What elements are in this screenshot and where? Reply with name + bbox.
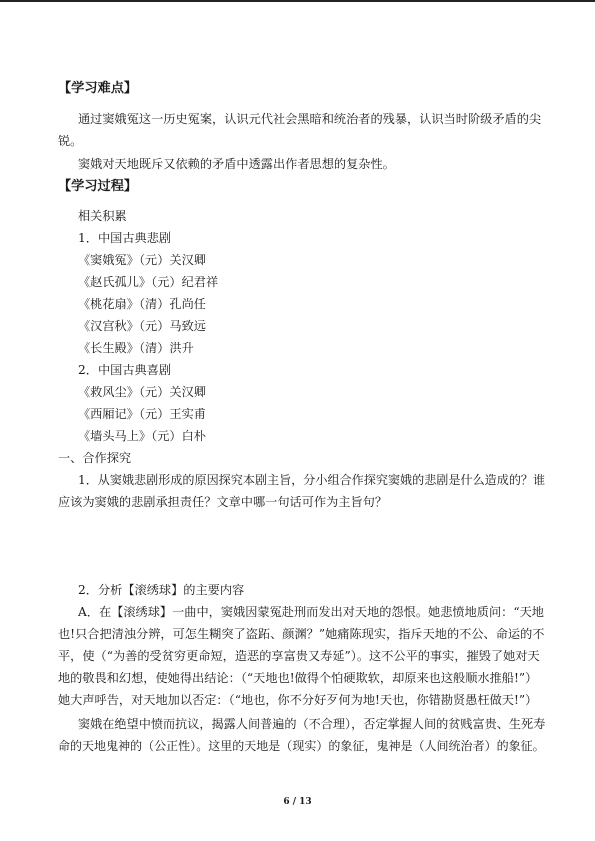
heading-inquiry: 一、合作探究 <box>58 451 132 465</box>
answer-a-line-4: 地的敬畏和幻想，使她得出结论：（“天地也!做得个怕硬欺软，却原来也这般顺水推船!”） <box>58 671 538 685</box>
tragedy-title: 1．中国古典悲剧 <box>78 231 172 245</box>
list-item: 《赵氏孤儿》（元）纪君祥 <box>78 275 219 289</box>
answer-b-line-2: 命的天地鬼神的（公正性）。这里的天地是（现实）的象征，鬼神是（人间统治者）的象征。 <box>58 739 545 753</box>
list-item: 《救风尘》（元）关汉卿 <box>78 385 206 399</box>
difficulty-paragraph-1-line-2: 锐。 <box>58 134 83 148</box>
page-number: 6 / 13 <box>283 797 312 807</box>
accumulation-label: 相关积累 <box>78 209 127 223</box>
question-1-line-1: 1．从窦娥悲剧形成的原因探究本剧主旨，分小组合作探究窦娥的悲剧是什么造成的？谁 <box>78 473 546 487</box>
list-item: 《长生殿》（清）洪升 <box>78 341 194 355</box>
answer-a-line-3: 平，使（“为善的受贫穷更命短，造恶的享富贵又寿延”）。这不公平的事实，摧毁了她对天 <box>58 649 540 663</box>
list-item: 《墙头马上》（元）白朴 <box>78 429 206 443</box>
difficulty-paragraph-2: 窦娥对天地既斥又依赖的矛盾中透露出作者思想的复杂性。 <box>78 157 395 171</box>
list-item: 《桃花扇》（清）孔尚任 <box>78 297 206 311</box>
question-1-line-2: 应该为窦娥的悲剧承担责任？文章中哪一句话可作为主旨句？ <box>58 495 388 509</box>
list-item: 《汉宫秋》（元）马致远 <box>78 319 206 333</box>
comedy-title: 2．中国古典喜剧 <box>78 363 172 377</box>
answer-a-line-2: 也!只合把清浊分辨，可怎生糊突了盗跖、颜渊？”她痛陈现实，指斥天地的不公、命运的不 <box>58 627 545 641</box>
list-item: 《西厢记》（元）王实甫 <box>78 407 206 421</box>
heading-process: 【学习过程】 <box>58 179 138 194</box>
question-2-title: 2．分析【滚绣球】的主要内容 <box>78 583 245 597</box>
heading-difficulty: 【学习难点】 <box>58 81 138 96</box>
difficulty-paragraph-1-line-1: 通过窦娥冤这一历史冤案，认识元代社会黑暗和统治者的残暴，认识当时阶级矛盾的尖 <box>78 112 542 126</box>
answer-b-line-1: 窦娥在绝望中愤而抗议，揭露人间普遍的（不合理），否定掌握人间的贫贱富贵、生死寿 <box>78 717 546 731</box>
answer-a-line-1: A．在【滚绣球】一曲中，窦娥因蒙冤赴刑而发出对天地的怨恨。她悲愤地质问：“天地 <box>78 605 544 619</box>
list-item: 《窦娥冤》（元）关汉卿 <box>78 253 206 267</box>
answer-a-line-5: 她大声呼告，对天地加以否定：（“地也，你不分好歹何为地!天也，你错勘贤愚枉做天!”） <box>58 693 538 707</box>
